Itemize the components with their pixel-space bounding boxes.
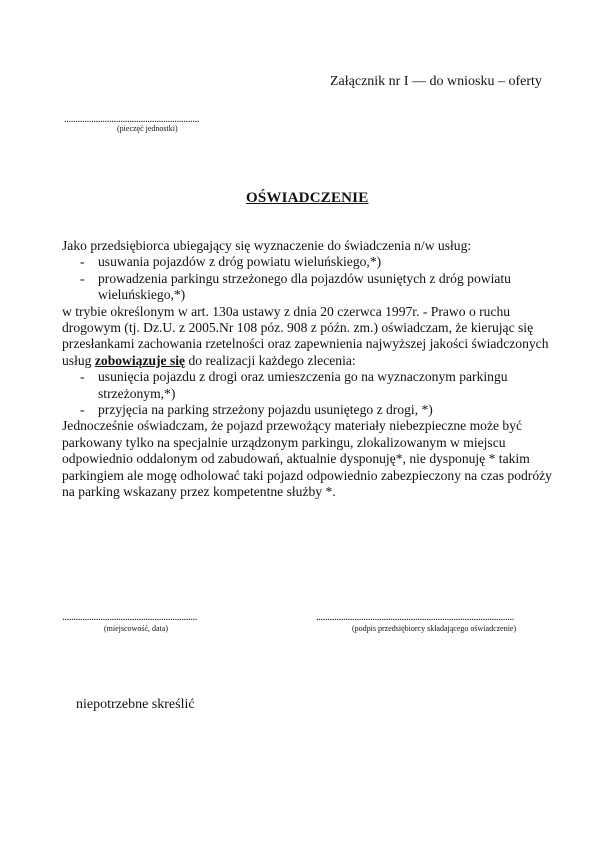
stamp-dotted-line: ............................................................ [64, 113, 199, 125]
obligation-item [62, 402, 557, 418]
service-item-text: usuwania pojazdów z dróg powiatu wieluńskiego,*) [98, 254, 382, 270]
stamp-caption: (pieczęć jednostki) [117, 124, 178, 133]
service-item [62, 271, 557, 304]
dash-bullet: - [80, 254, 85, 270]
dash-bullet: - [80, 402, 85, 418]
document-title: OŚWIADCZENIE [246, 190, 369, 206]
dash-bullet: - [80, 369, 85, 385]
attachment-label: Załącznik nr I — do wniosku – oferty [330, 74, 542, 89]
dash-bullet: - [80, 270, 85, 286]
obligation-item [62, 369, 557, 402]
commitment-phrase: zobowiązuje się [94, 352, 186, 368]
footnote: niepotrzebne skreślić [76, 697, 195, 712]
declaration-body [62, 238, 557, 501]
signature-dotted-line: ........................................................................................ [316, 611, 514, 623]
intro-paragraph: Jako przedsiębiorca ubiegający się wyznaczenie do świadczenia n/w usług: [62, 238, 472, 253]
service-item-text: prowadzenia parkingu strzeżonego dla pojazdów usuniętych z dróg powiatu wieluńskiego,*) [98, 270, 511, 303]
closing-paragraph: Jednocześnie oświadczam, że pojazd przewożący materiały niebezpieczne może być parkowany tylko na specjalnie urządzonym parkingu, zlokalizowanym w miejscu odpowiednio oddalonym od zabudowań, aktualnie dysponuję*, nie dysponuję * takim parkingiem ale mogę odholować taki pojazd odpowiednio zabezpieczony na czas podróży na parking wskazany przez kompetentne służby *. [62, 418, 552, 500]
mode-text-before: w trybie określonym w art. 130a ustawy z dnia 20 czerwca 1997r. - Prawo o ruchu drogowym (tj. Dz.U. z 2005.Nr 108 póz. 908 z późn. zm.) oświadczam, że kierując się przesłankami zachowania rzetelności oraz zapewnienia najwyższej jakości świadczonych usług [62, 303, 549, 368]
obligation-item-text: przyjęcia na parking strzeżony pojazdu usuniętego z drogi, *) [98, 402, 433, 418]
signature-caption: (podpis przedsiębiorcy składającego oświadczenie) [352, 624, 517, 633]
mode-text-after: do realizacji każdego zlecenia: [185, 352, 356, 368]
place-date-dotted-line: ............................................................ [62, 611, 197, 623]
mode-paragraph [62, 304, 557, 370]
place-date-caption: (miejscowość, data) [104, 624, 168, 633]
obligation-item-text: usunięcia pojazdu z drogi oraz umieszczenia go na wyznaczonym parkingu strzeżonym,*) [98, 369, 508, 401]
service-item [62, 254, 557, 270]
